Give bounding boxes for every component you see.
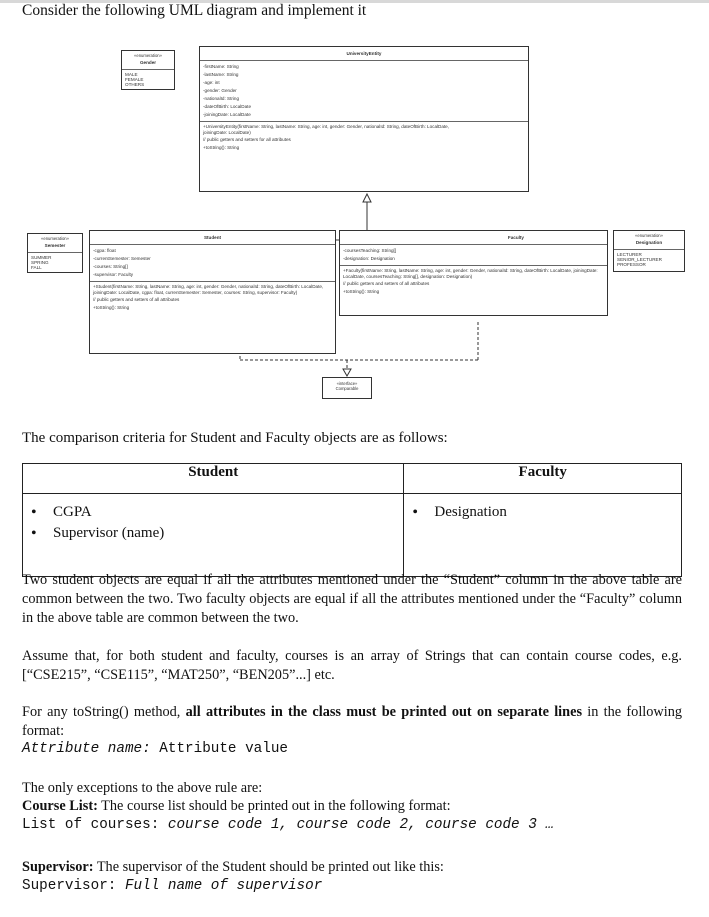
- attribute: -dateOfBirth: LocalDate: [203, 104, 252, 109]
- attribute: -coursesTeaching: String[]: [343, 248, 397, 253]
- attribute: -supervisor: Faculty: [93, 272, 134, 277]
- faculty-class: [339, 230, 608, 316]
- uml-diagram: [0, 38, 709, 410]
- format-key: Attribute name:: [22, 741, 151, 757]
- student-criteria-cell: [23, 494, 404, 577]
- supervisor-format: [22, 877, 322, 896]
- realization-arrow: [343, 369, 351, 376]
- supervisor-label: Supervisor:: [22, 859, 94, 875]
- attribute: -courses: String[]: [93, 264, 128, 269]
- tostring-bold: all attributes in the class must be printed out on separate lines: [185, 704, 583, 720]
- enum-literal: MALE: [125, 72, 138, 77]
- course-list-rule: [22, 797, 451, 816]
- gender-stereotype: «enumeration»: [134, 53, 162, 58]
- intro-text: The comparison criteria for Student and Faculty objects are as follows:: [22, 430, 448, 446]
- student-name: Student: [203, 235, 222, 240]
- supervisor-key: Supervisor:: [22, 878, 117, 894]
- comparable-name: Comparable: [335, 386, 359, 391]
- gender-name: Gender: [139, 60, 157, 65]
- enum-literal: SUMMER: [31, 255, 52, 260]
- comparison-table: [22, 463, 682, 577]
- comparable-stereotype: «interface»: [336, 381, 358, 386]
- method: +toString(): String: [93, 305, 130, 310]
- course-list-key: List of courses:: [22, 817, 160, 833]
- assume-paragraph: Assume that, for both student and faculty, courses is an array of Strings that can contain course codes, e.g. [“CSE215”, “CSE115”, “MAT250”, “BEN205”...] etc.: [22, 648, 682, 683]
- method: +toString(): String: [343, 289, 380, 294]
- page-heading: Consider the following UML diagram and implement it: [22, 2, 367, 19]
- comment: // public getters and setters of all attributes: [93, 297, 180, 302]
- course-list-label: Course List:: [22, 798, 98, 814]
- equality-paragraph: Two student objects are equal if all the attributes mentioned under the “Student” column in the above table are common between the two. Two faculty objects are equal if all the attributes mentioned under the “Faculty” column in the above table are common between the two.: [22, 572, 682, 626]
- table-header-student: Student: [23, 464, 404, 494]
- designation-stereotype: «enumeration»: [635, 233, 663, 238]
- criteria-item: • Designation: [434, 502, 681, 523]
- tostring-lead: For any toString() method,: [22, 704, 186, 720]
- attribute: -lastName: String: [203, 72, 239, 77]
- enum-literal: OTHERS: [125, 82, 145, 87]
- supervisor-text: The supervisor of the Student should be printed out like this:: [93, 859, 444, 875]
- tostring-paragraph: [22, 703, 682, 741]
- tostring-format: [22, 740, 288, 759]
- table-header-faculty: Faculty: [404, 464, 682, 494]
- university-entity-class: [199, 46, 529, 192]
- comment: // public getters and setters of all attributes: [343, 281, 430, 286]
- method: +UniversityEntity(firstName: String, lastName: String, age: int, gender: Gender, nationalId: String, dateOfBirth: LocalDate, joiningDate: LocalDate): [203, 124, 450, 135]
- attribute: -gender: Gender: [203, 88, 237, 93]
- enum-literal: SPRING: [31, 260, 49, 265]
- attribute: -nationalId: String: [203, 96, 240, 101]
- semester-name: Semester: [44, 243, 66, 248]
- attribute: -designation: Designation: [343, 256, 395, 261]
- student-class: [89, 230, 336, 354]
- criteria-item: • CGPA: [53, 502, 403, 523]
- faculty-criteria-cell: [404, 494, 682, 577]
- course-list-text: The course list should be printed out in the following format:: [97, 798, 451, 814]
- designation-name: Designation: [635, 240, 663, 245]
- format-value: Attribute value: [159, 741, 288, 757]
- attribute: -firstName: String: [203, 64, 239, 69]
- enum-literal: FEMALE: [125, 77, 144, 82]
- attribute: -currentSemester: Semester: [93, 256, 151, 261]
- enum-literal: FALL: [31, 265, 42, 270]
- inheritance-arrow: [363, 194, 371, 202]
- enum-literal: SENIOR_LECTURER: [617, 257, 662, 262]
- faculty-name: Faculty: [507, 235, 524, 240]
- attribute: -cgpa: float: [93, 248, 116, 253]
- enum-literal: LECTURER: [617, 252, 642, 257]
- course-list-format: [22, 816, 554, 835]
- semester-stereotype: «enumeration»: [41, 236, 69, 241]
- criteria-item: • Supervisor (name): [53, 523, 403, 544]
- method: +Faculty(firstName: String, lastName: String, age: int, gender: Gender, nationalId: String, dateOfBirth: LocalDate, joiningDate: LocalDate, coursesTeaching: String[], designation: Designation): [343, 268, 598, 279]
- supervisor-value: Full name of supervisor: [124, 878, 323, 894]
- course-list-value: course code 1, course code 2, course code 3 …: [167, 817, 554, 833]
- tostring-tail: in the following format:: [22, 704, 683, 739]
- enum-literal: PROFESSOR: [617, 262, 646, 267]
- gender-enum: [121, 50, 175, 90]
- semester-enum: [27, 233, 83, 273]
- attribute: -age: int: [203, 80, 220, 85]
- method: +Student(firstName: String, lastName: String, age: int, gender: Gender, nationalId: String, dateOfBirth: LocalDate, joiningDate: LocalDate, cgpa: float, currentSemester: Semester, courses: String, supervisor: Faculty): [93, 284, 324, 295]
- university-entity-name: UniversityEntity: [346, 51, 382, 56]
- method: +toString(): String: [203, 145, 240, 150]
- comment: // public getters and setters for all attributes: [203, 137, 291, 142]
- supervisor-rule: [22, 858, 444, 877]
- designation-enum: [613, 230, 685, 272]
- attribute: -joiningDate: LocalDate: [203, 112, 251, 117]
- comparable-interface: [322, 377, 372, 399]
- exceptions-intro: The only exceptions to the above rule are:: [22, 780, 263, 796]
